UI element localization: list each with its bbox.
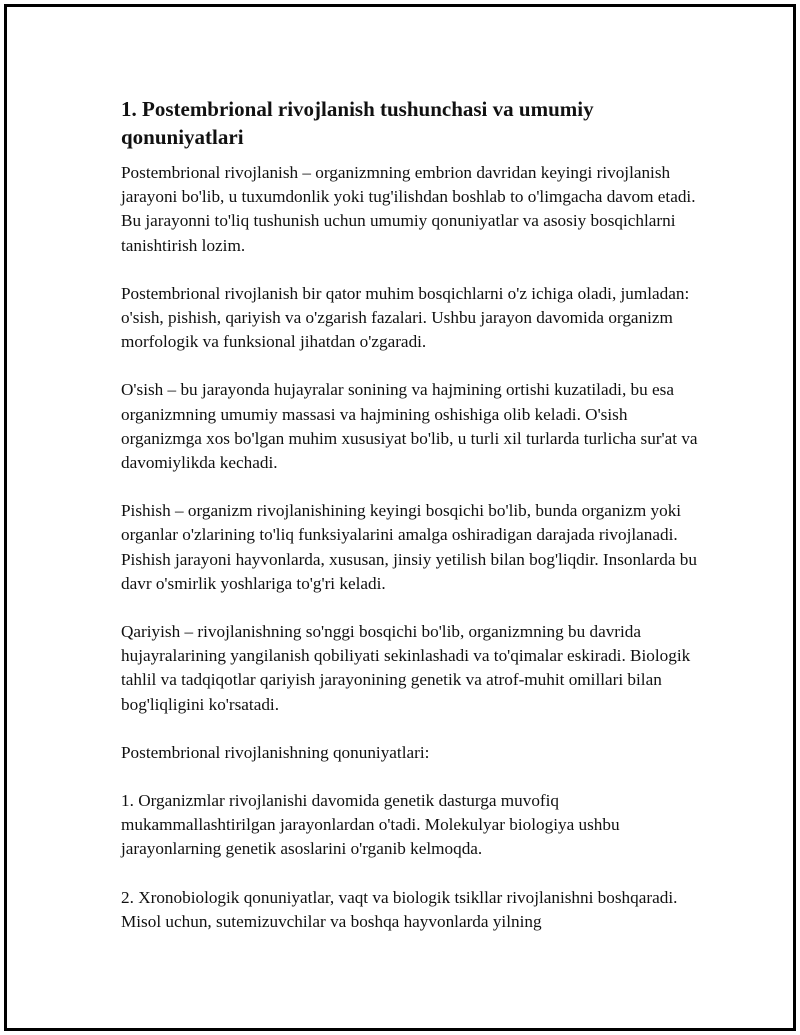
document-body bbox=[121, 95, 701, 958]
paragraph-law-2: 2. Xronobiologik qonuniyatlar, vaqt va biologik tsikllar rivojlanishni boshqaradi. Misol uchun, sutemizuvchilar va boshqa hayvonlarda yilning bbox=[121, 887, 678, 931]
paragraph-laws-heading: Postembrional rivojlanishning qonuniyatlari: bbox=[121, 742, 430, 762]
paragraph-definition: Postembrional rivojlanish – organizmning embrion davridan keyingi rivojlanish jarayoni bo'lib, u tuxumdonlik yoki tug'ilishdan boshlab to o'limgacha davom etadi. Bu jarayonni to'liq tushunish uchun umumiy qonuniyatlar va asosiy bosqichlarni tanishtirish lozim. bbox=[121, 163, 696, 255]
paragraph-law-1: 1. Organizmlar rivojlanishi davomida genetik dasturga muvofiq mukammallashtirilgan jarayonlardan o'tadi. Molekulyar biologiya ushbu jarayonlarning genetik asoslarini o'rganib kelmoqda. bbox=[121, 791, 620, 859]
paragraph-stages: Postembrional rivojlanish bir qator muhim bosqichlarni o'z ichiga oladi, jumladan: o'sish, pishish, qariyish va o'zgarish fazalari. Ushbu jarayon davomida organizm morfologik va funksional jihatdan o'zgaradi. bbox=[121, 283, 690, 352]
paragraph-growth: O'sish – bu jarayonda hujayralar sonining va hajmining ortishi kuzatiladi, bu esa organizmning umumiy massasi va hajmining oshishiga olib keladi. O'sish organizmga xos bo'lgan muhim xususiyat bo'lib, u turli xil turlarda turlicha sur'at va davomiylikda kechadi. bbox=[121, 380, 698, 473]
paragraph-aging: Qariyish – rivojlanishning so'nggi bosqichi bo'lib, organizmning bu davrida hujayralarining yangilanish qobiliyati sekinlashadi va to'qimalar eskiradi. Biologik tahlil va tadqiqotlar qariyish jarayonining genetik va atrof-muhit omillari bilan bog'liqligini ko'rsatadi. bbox=[121, 622, 691, 714]
paragraph-maturation: Pishish – organizm rivojlanishining keyingi bosqichi bo'lib, bunda organizm yoki organlar o'zlarining to'liq funksiyalarini amalga oshiradigan darajada rivojlanadi. Pishish jarayoni hayvonlarda, xususan, jinsiy yetilish bilan bog'liqdir. Insonlarda bu davr o'smirlik yoshlariga to'g'ri keladi. bbox=[121, 501, 697, 593]
page-title: 1. Postembrional rivojlanish tushunchasi va umumiy qonuniyatlari bbox=[121, 97, 594, 149]
document-page bbox=[4, 4, 796, 1031]
